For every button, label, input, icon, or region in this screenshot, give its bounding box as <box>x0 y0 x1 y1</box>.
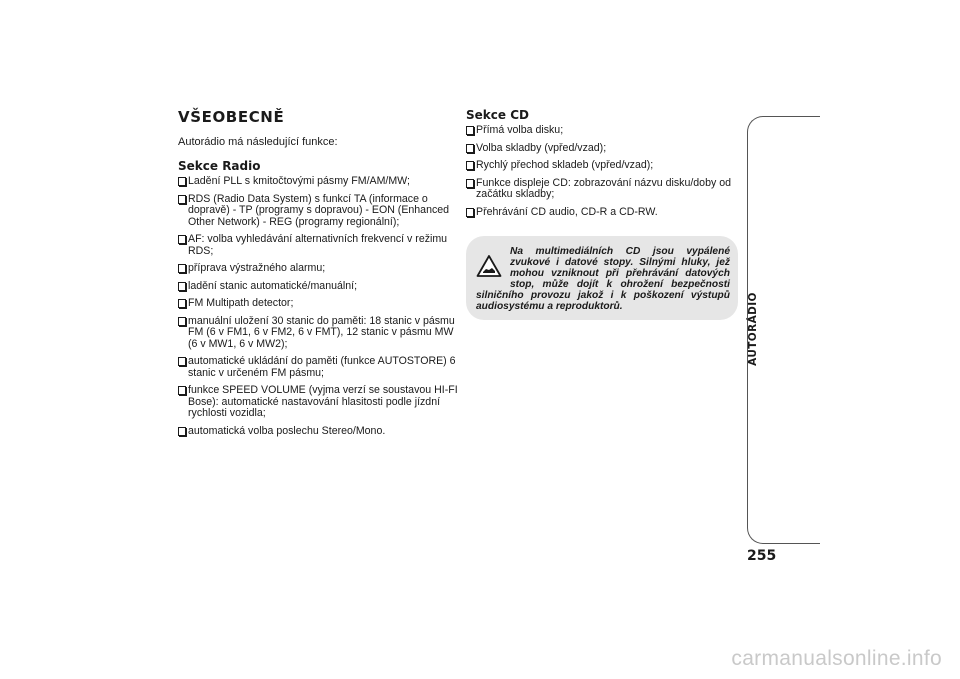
list-item: Přehrávání CD audio, CD-R a CD-RW. <box>466 207 742 219</box>
list-item: ladění stanic automatické/manuální; <box>178 281 460 293</box>
checkbox-bullet-icon <box>466 161 474 170</box>
list-item: manuální uložení 30 stanic do paměti: 18 stanic v pásmu FM (6 v FM1, 6 v FM2, 6 v FMT), 12 stanic v pásmu MW (6 v MW1, 6 v MW2); <box>178 316 460 351</box>
section-title: VŠEOBECNĚ <box>178 108 285 126</box>
list-item: Rychlý přechod skladeb (vpřed/vzad); <box>466 160 742 172</box>
list-item: automatická volba poslechu Stereo/Mono. <box>178 426 460 438</box>
list-item: Volba skladby (vpřed/vzad); <box>466 143 742 155</box>
checkbox-bullet-icon <box>466 179 474 188</box>
list-item: automatické ukládání do paměti (funkce AUTOSTORE) 6 stanic v určeném FM pásmu; <box>178 356 460 379</box>
list-item: RDS (Radio Data System) s funkcí TA (informace o dopravě) - TP (programy s dopravou) - EON (Enhanced Other Network) - REG (programy regionální); <box>178 194 460 229</box>
checkbox-bullet-icon <box>466 208 474 217</box>
checkbox-bullet-icon <box>178 299 186 308</box>
checkbox-bullet-icon <box>178 177 186 186</box>
checkbox-bullet-icon <box>466 144 474 153</box>
checkbox-bullet-icon <box>178 235 186 244</box>
checkbox-bullet-icon <box>178 264 186 273</box>
list-item: příprava výstražného alarmu; <box>178 263 460 275</box>
checkbox-bullet-icon <box>178 195 186 204</box>
intro-text: Autorádio má následující funkce: <box>178 136 338 148</box>
warning-text: Na multimediálních CD jsou vypálené zvukové i datové stopy. Silnými hluky, jež mohou vzniknout při přehrávání datových stop, může dojít k ohrožení bezpečnosti silničního provozu jakož i k poškození výstupů audiosystému a reproduktorů. <box>476 246 730 312</box>
cd-section-title: Sekce CD <box>466 108 529 122</box>
watermark: carmanualsonline.info <box>731 647 942 670</box>
warning-box <box>466 236 738 320</box>
list-item: funkce SPEED VOLUME (vyjma verzí se soustavou HI-FI Bose): automatické nastavování hlasitosti podle jízdní rychlosti vozidla; <box>178 385 460 420</box>
radio-section-title: Sekce Radio <box>178 159 261 173</box>
cd-feature-list <box>466 125 742 218</box>
checkbox-bullet-icon <box>178 386 186 395</box>
checkbox-bullet-icon <box>178 427 186 436</box>
radio-feature-list <box>178 176 460 437</box>
page-number: 255 <box>747 548 777 564</box>
checkbox-bullet-icon <box>178 317 186 326</box>
checkbox-bullet-icon <box>178 357 186 366</box>
checkbox-bullet-icon <box>178 282 186 291</box>
list-item: Funkce displeje CD: zobrazování názvu disku/doby od začátku skladby; <box>466 178 742 201</box>
list-item: Přímá volba disku; <box>466 125 742 137</box>
list-item: Ladění PLL s kmitočtovými pásmy FM/AM/MW; <box>178 176 460 188</box>
left-column <box>178 108 460 443</box>
right-column <box>466 108 742 224</box>
list-item: AF: volba vyhledávání alternativních frekvencí v režimu RDS; <box>178 234 460 257</box>
checkbox-bullet-icon <box>466 126 474 135</box>
list-item: FM Multipath detector; <box>178 298 460 310</box>
